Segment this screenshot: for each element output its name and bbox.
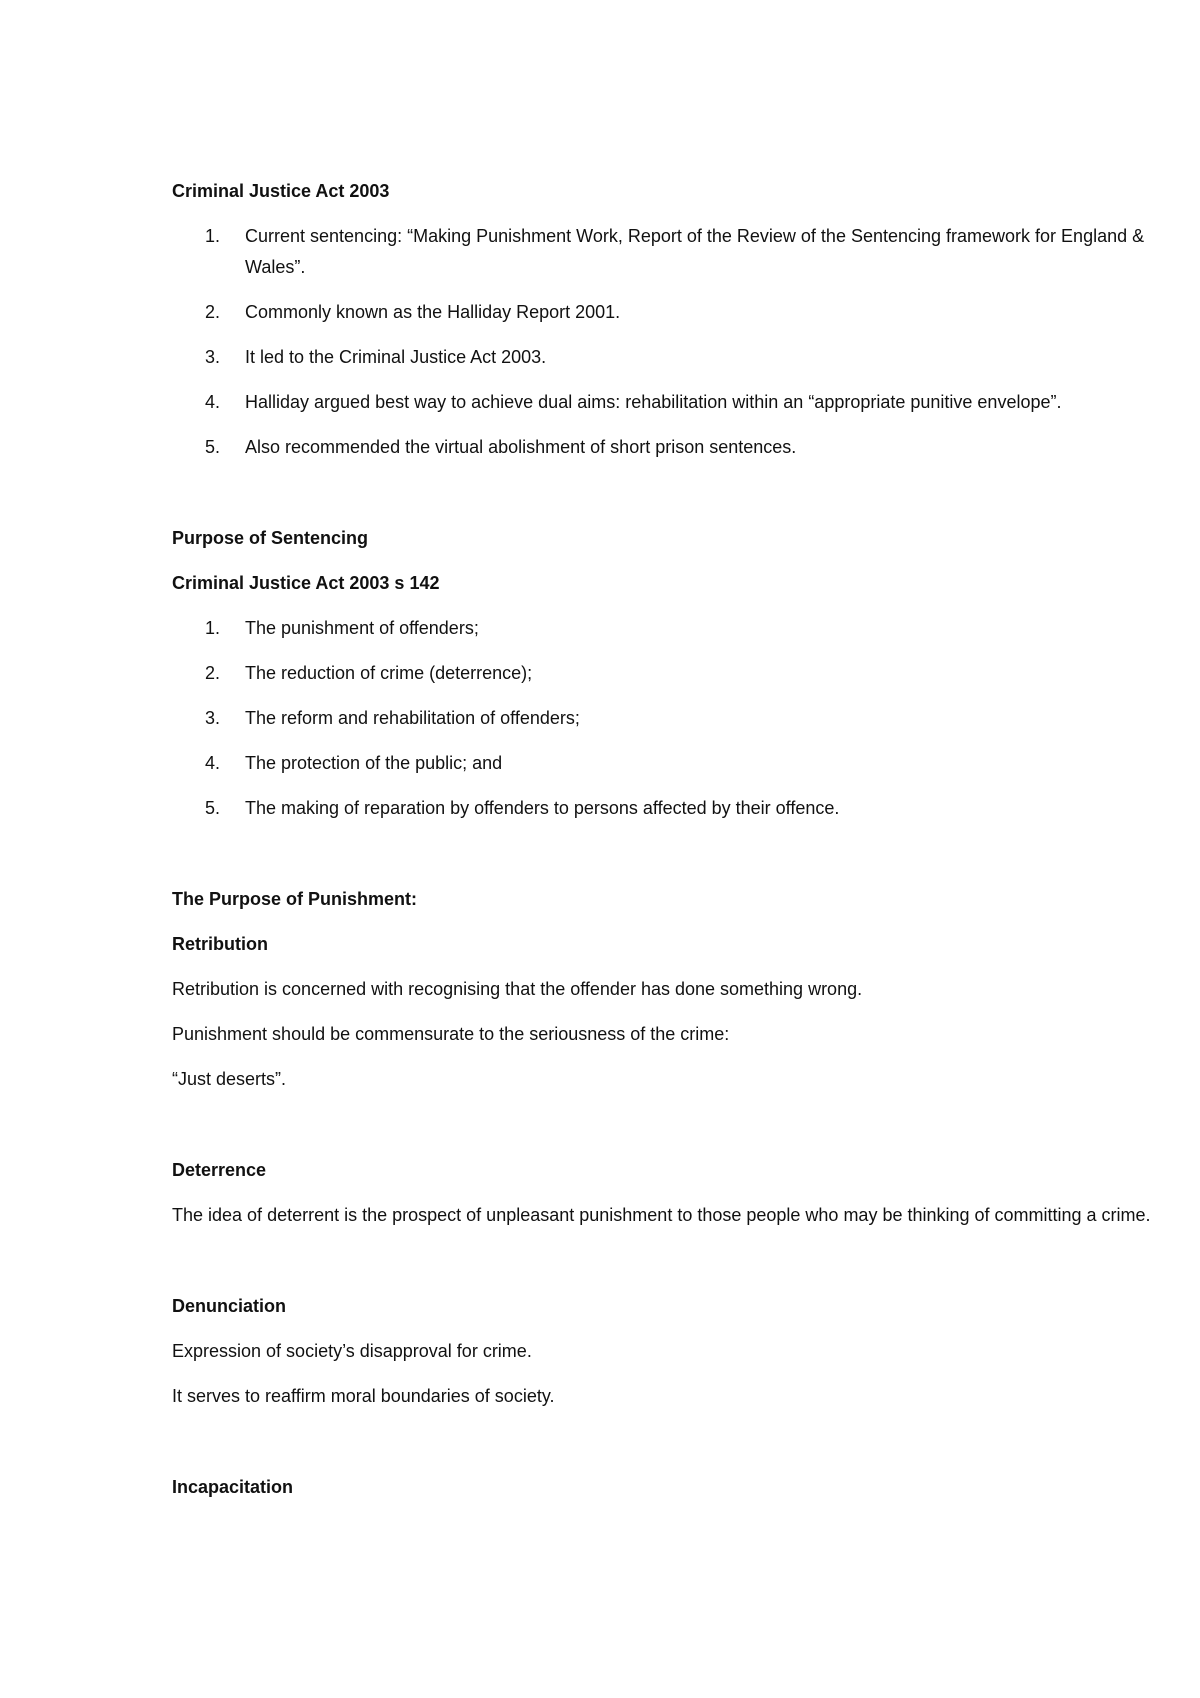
retribution-paragraph: Retribution is concerned with recognising that the offender has done something wrong. (172, 979, 863, 999)
list-item (172, 297, 1157, 328)
sentencing-heading: Purpose of Sentencing (172, 528, 369, 548)
list-text: The protection of the public; and (245, 753, 503, 773)
section-spacer (172, 477, 1157, 523)
list-number: 2. (205, 302, 221, 322)
list-item (172, 613, 1157, 644)
list-number: 3. (205, 347, 221, 367)
sentencing-subheading: Criminal Justice Act 2003 s 142 (172, 573, 440, 593)
list-text: Halliday argued best way to achieve dual aims: rehabilitation within an “appropriate punitive envelope”. (245, 392, 1062, 412)
list-text: Also recommended the virtual abolishment of short prison sentences. (245, 437, 797, 457)
incapacitation-heading: Incapacitation (172, 1477, 294, 1497)
list-item (172, 221, 1157, 283)
list-item (172, 658, 1157, 689)
list-number: 4. (205, 392, 221, 412)
list-item (172, 793, 1157, 824)
list-item (172, 748, 1157, 779)
deterrence-paragraph: The idea of deterrent is the prospect of unpleasant punishment to those people who may be thinking of committing a crime. (172, 1205, 1151, 1225)
list-number: 1. (205, 618, 221, 638)
list-number: 3. (205, 708, 221, 728)
list-number: 5. (205, 798, 221, 818)
list-text: The reform and rehabilitation of offenders; (245, 708, 580, 728)
list-item (172, 387, 1157, 418)
sentencing-list (172, 613, 1157, 824)
denunciation-paragraph: Expression of society’s disapproval for crime. (172, 1341, 532, 1361)
list-text: Commonly known as the Halliday Report 2001. (245, 302, 621, 322)
section-spacer (172, 1109, 1157, 1155)
denunciation-paragraph: It serves to reaffirm moral boundaries of society. (172, 1386, 555, 1406)
section-spacer (172, 838, 1157, 884)
list-text: It led to the Criminal Justice Act 2003. (245, 347, 547, 367)
list-number: 2. (205, 663, 221, 683)
list-number: 4. (205, 753, 221, 773)
cja-heading: Criminal Justice Act 2003 (172, 181, 390, 201)
punishment-heading: The Purpose of Punishment: (172, 889, 418, 909)
list-item (172, 432, 1157, 463)
denunciation-heading: Denunciation (172, 1296, 287, 1316)
section-spacer (172, 1245, 1157, 1291)
list-number: 5. (205, 437, 221, 457)
retribution-paragraph: Punishment should be commensurate to the seriousness of the crime: (172, 1024, 730, 1044)
retribution-paragraph: “Just deserts”. (172, 1069, 287, 1089)
document-content (172, 176, 1157, 1517)
list-item (172, 703, 1157, 734)
list-item (172, 342, 1157, 373)
deterrence-heading: Deterrence (172, 1160, 267, 1180)
list-text: The reduction of crime (deterrence); (245, 663, 533, 683)
list-text: The punishment of offenders; (245, 618, 479, 638)
list-text: The making of reparation by offenders to persons affected by their offence. (245, 798, 840, 818)
list-number: 1. (205, 226, 221, 246)
section-spacer (172, 1426, 1157, 1472)
cja-list (172, 221, 1157, 463)
list-text: Current sentencing: “Making Punishment Work, Report of the Review of the Sentencing framework for England & Wales”. (245, 226, 1145, 277)
retribution-heading: Retribution (172, 934, 268, 954)
